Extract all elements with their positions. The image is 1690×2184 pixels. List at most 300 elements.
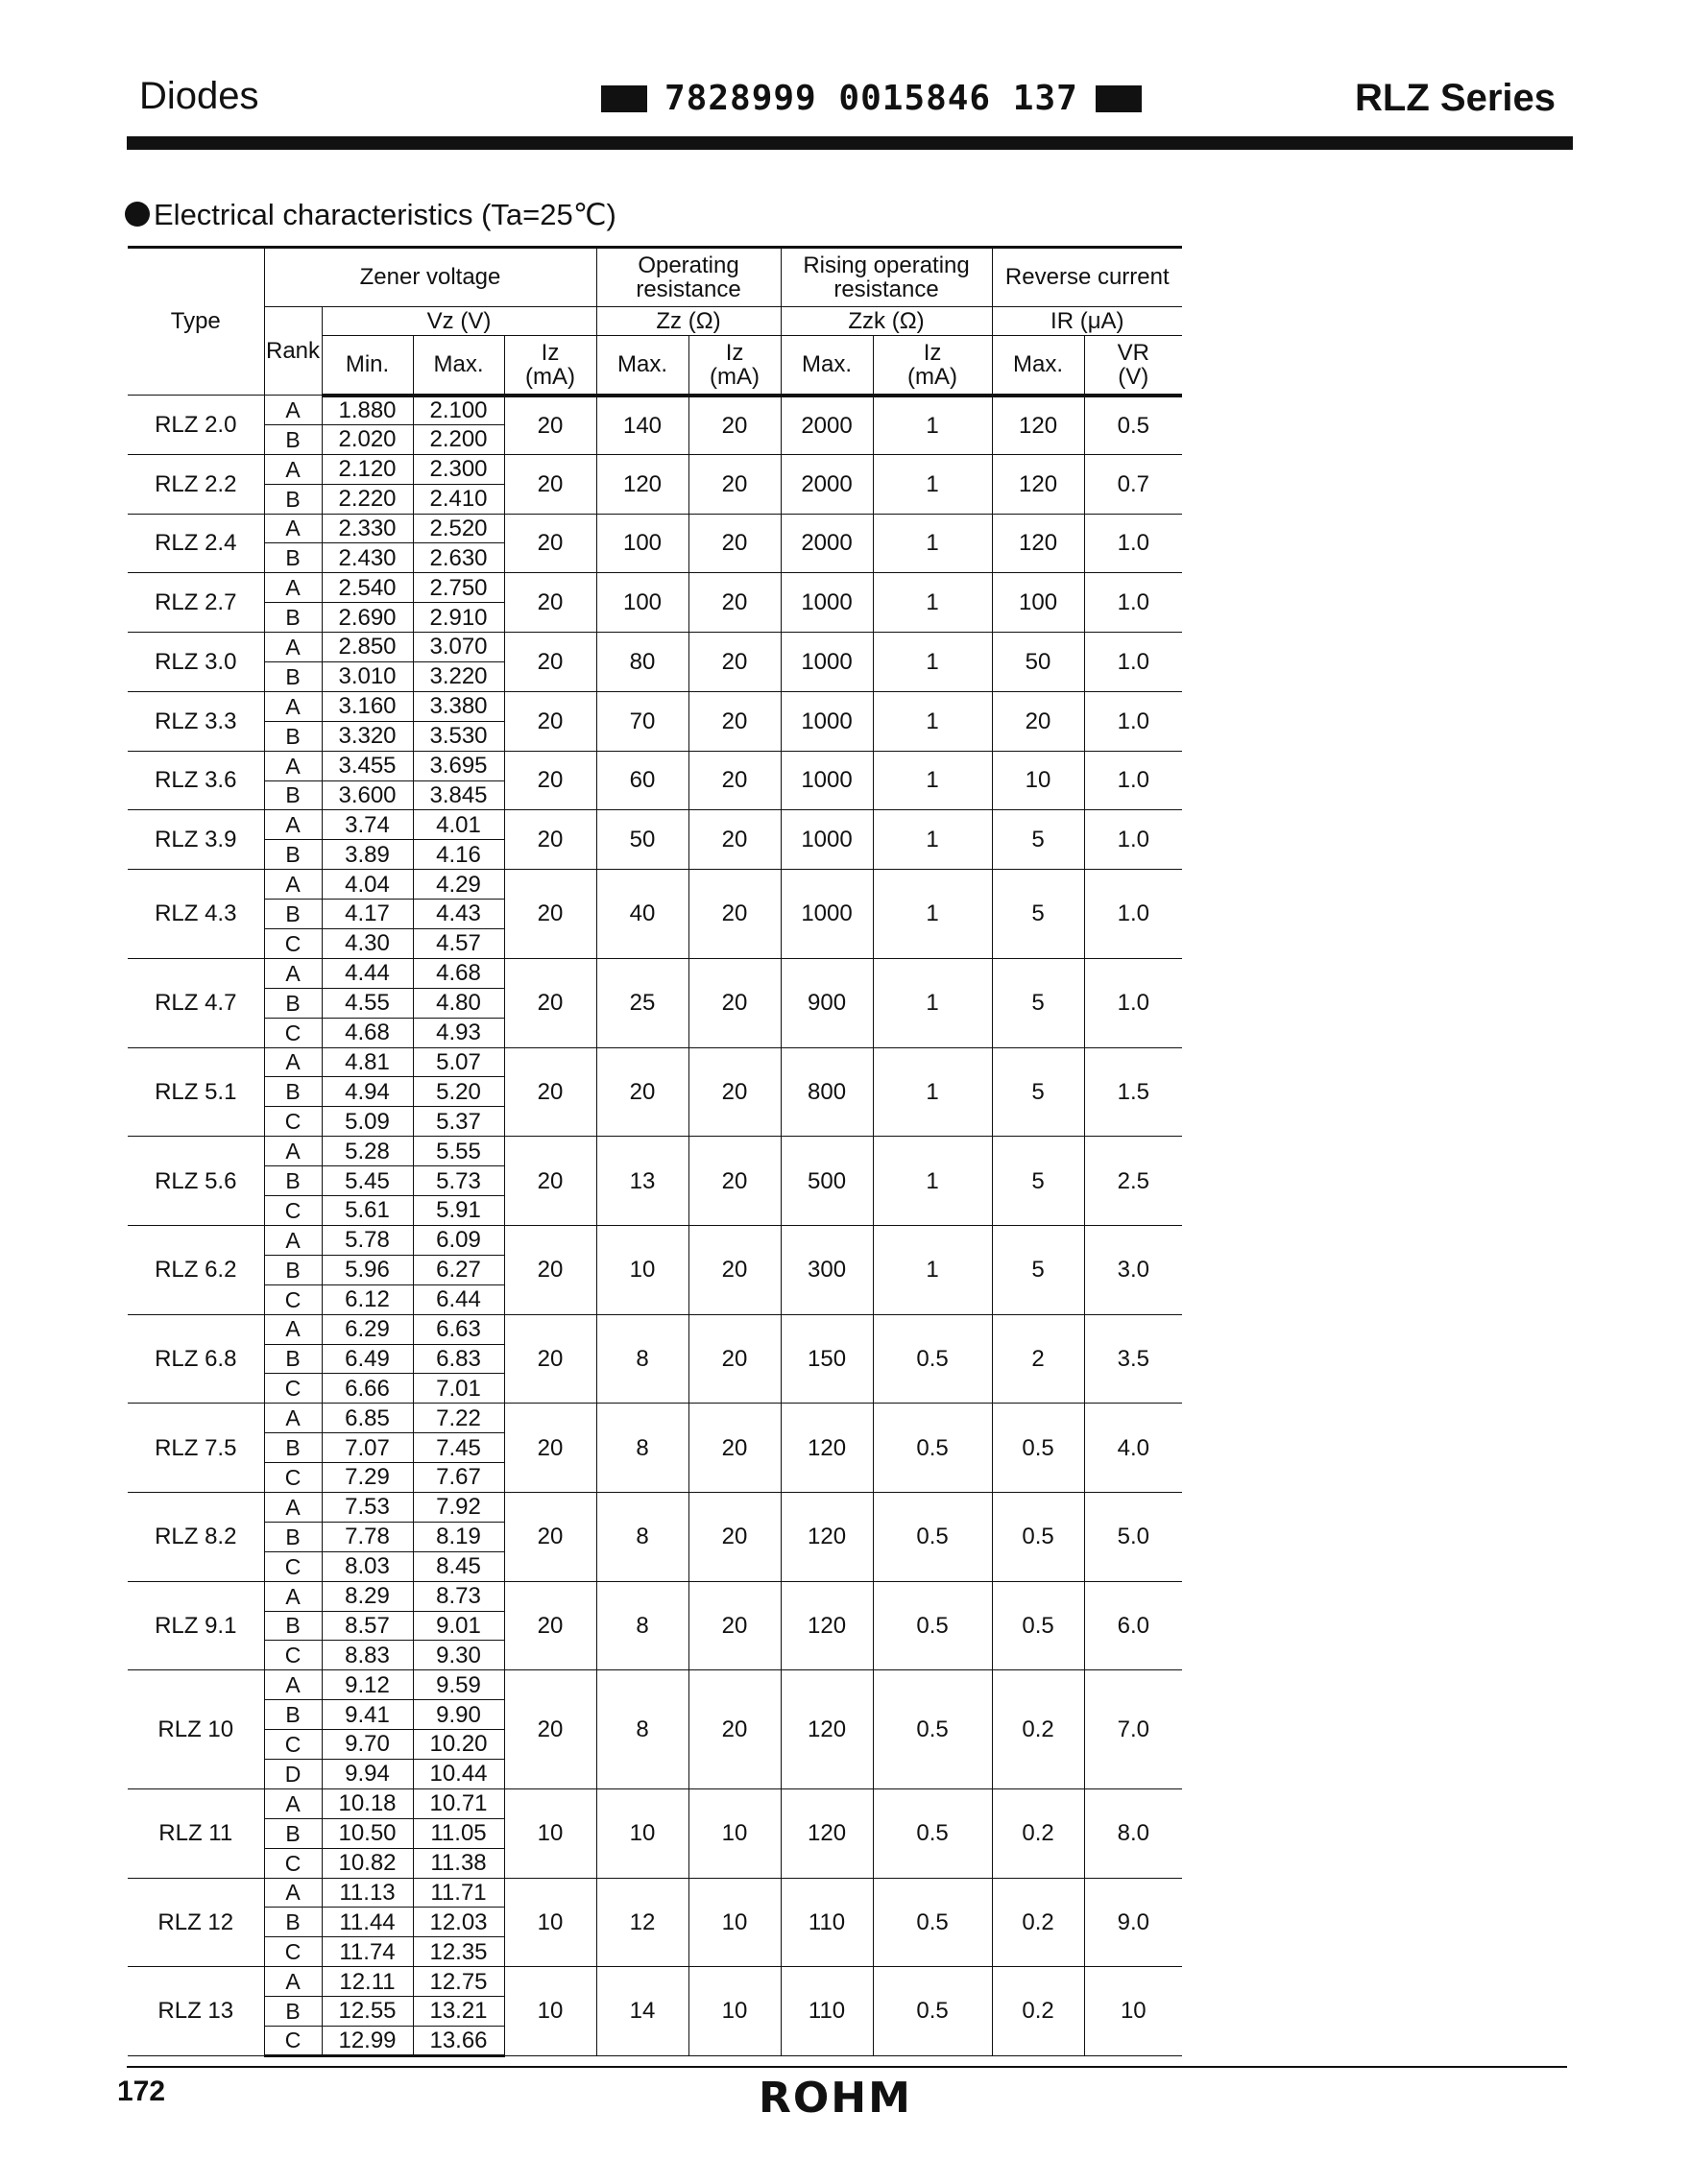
vz-min-cell: 3.74	[322, 810, 413, 840]
vz-min-cell: 2.430	[322, 543, 413, 573]
vz-min-cell: 4.68	[322, 1018, 413, 1047]
rank-cell: B	[264, 988, 322, 1018]
vz-min-cell: 6.49	[322, 1344, 413, 1374]
zzk-iz-cell: 1	[873, 1225, 992, 1314]
zz-iz-cell: 20	[688, 751, 781, 810]
zzk-max-cell: 2000	[781, 514, 873, 573]
vz-max-cell: 3.530	[413, 721, 504, 751]
header-zz-iz: Iz (mA)	[688, 336, 781, 396]
barcode-block-icon	[601, 85, 647, 112]
vz-max-cell: 9.59	[413, 1670, 504, 1700]
ir-max-cell: 0.5	[992, 1404, 1084, 1493]
vz-min-cell: 3.89	[322, 840, 413, 870]
rank-cell: B	[264, 543, 322, 573]
rank-cell: A	[264, 1492, 322, 1522]
ir-max-cell: 0.2	[992, 1878, 1084, 1967]
rank-cell: A	[264, 633, 322, 662]
table-row	[128, 1492, 1182, 1522]
vz-min-cell: 3.600	[322, 780, 413, 810]
zzk-iz-cell: 0.5	[873, 1314, 992, 1404]
vz-max-cell: 8.73	[413, 1581, 504, 1611]
vz-max-cell: 3.695	[413, 751, 504, 780]
rank-cell: A	[264, 1225, 322, 1255]
type-cell: RLZ 2.4	[128, 514, 264, 573]
ir-max-cell: 20	[992, 691, 1084, 751]
vz-max-cell: 2.520	[413, 514, 504, 543]
zzk-max-cell: 110	[781, 1878, 873, 1967]
vz-max-cell: 13.66	[413, 2026, 504, 2055]
zz-iz-cell: 20	[688, 514, 781, 573]
vz-max-cell: 4.29	[413, 870, 504, 900]
header-zz-max: Max.	[596, 336, 688, 396]
type-cell: RLZ 6.8	[128, 1314, 264, 1404]
vz-min-cell: 4.55	[322, 988, 413, 1018]
rank-cell: B	[264, 1700, 322, 1730]
rank-cell: B	[264, 1611, 322, 1641]
vz-min-cell: 9.41	[322, 1700, 413, 1730]
ir-max-cell: 5	[992, 1137, 1084, 1226]
zzk-iz-cell: 0.5	[873, 1581, 992, 1670]
zzk-max-cell: 1000	[781, 751, 873, 810]
vz-max-cell: 4.80	[413, 988, 504, 1018]
vz-max-cell: 7.67	[413, 1463, 504, 1493]
zzk-iz-cell: 0.5	[873, 1788, 992, 1878]
zzk-max-cell: 120	[781, 1670, 873, 1789]
ir-max-cell: 120	[992, 454, 1084, 514]
rank-cell: C	[264, 1107, 322, 1137]
iz-cell: 20	[504, 573, 596, 633]
zz-max-cell: 100	[596, 573, 688, 633]
rank-cell: B	[264, 484, 322, 514]
iz-cell: 20	[504, 633, 596, 692]
barcode-block-icon	[1096, 85, 1142, 112]
vr-cell: 6.0	[1084, 1581, 1182, 1670]
rank-cell: C	[264, 1848, 322, 1878]
type-cell: RLZ 2.7	[128, 573, 264, 633]
vz-min-cell: 1.880	[322, 396, 413, 425]
vz-max-cell: 10.44	[413, 1759, 504, 1788]
zz-max-cell: 10	[596, 1788, 688, 1878]
iz-cell: 20	[504, 1047, 596, 1137]
iz-cell: 20	[504, 870, 596, 959]
rank-cell: A	[264, 691, 322, 721]
vz-min-cell: 5.61	[322, 1196, 413, 1226]
rank-cell: B	[264, 662, 322, 692]
vr-cell: 5.0	[1084, 1492, 1182, 1581]
ir-max-cell: 5	[992, 810, 1084, 870]
rank-cell: B	[264, 780, 322, 810]
rank-cell: C	[264, 1551, 322, 1581]
vz-min-cell: 5.09	[322, 1107, 413, 1137]
type-cell: RLZ 5.6	[128, 1137, 264, 1226]
type-cell: RLZ 12	[128, 1878, 264, 1967]
zzk-max-cell: 120	[781, 1404, 873, 1493]
rank-cell: A	[264, 1581, 322, 1611]
vz-max-cell: 6.09	[413, 1225, 504, 1255]
rank-cell: C	[264, 1196, 322, 1226]
ir-max-cell: 50	[992, 633, 1084, 692]
bullet-icon	[125, 202, 150, 227]
zz-max-cell: 70	[596, 691, 688, 751]
vz-min-cell: 5.96	[322, 1255, 413, 1284]
vz-min-cell: 2.850	[322, 633, 413, 662]
vz-max-cell: 2.200	[413, 424, 504, 454]
vz-min-cell: 3.320	[322, 721, 413, 751]
zzk-max-cell: 120	[781, 1492, 873, 1581]
vz-min-cell: 6.85	[322, 1404, 413, 1433]
table-row	[128, 1047, 1182, 1077]
rank-cell: B	[264, 1433, 322, 1463]
type-cell: RLZ 8.2	[128, 1492, 264, 1581]
section-title	[125, 198, 616, 232]
iz-cell: 20	[504, 810, 596, 870]
vz-min-cell: 7.07	[322, 1433, 413, 1463]
vz-min-cell: 9.70	[322, 1730, 413, 1760]
vz-max-cell: 5.20	[413, 1077, 504, 1107]
vz-min-cell: 2.690	[322, 603, 413, 633]
section-title-text: Electrical characteristics (Ta=25℃)	[154, 198, 616, 231]
zz-iz-cell: 20	[688, 1047, 781, 1137]
type-cell: RLZ 9.1	[128, 1581, 264, 1670]
iz-cell: 20	[504, 691, 596, 751]
document-code: 7828999 0015846 137	[664, 79, 1078, 118]
zzk-iz-cell: 1	[873, 396, 992, 455]
vz-max-cell: 10.71	[413, 1788, 504, 1818]
vz-min-cell: 12.11	[322, 1967, 413, 1997]
vz-max-cell: 7.92	[413, 1492, 504, 1522]
vz-min-cell: 12.99	[322, 2026, 413, 2055]
vz-max-cell: 7.45	[413, 1433, 504, 1463]
ir-max-cell: 0.5	[992, 1492, 1084, 1581]
zz-iz-cell: 20	[688, 691, 781, 751]
zz-max-cell: 40	[596, 870, 688, 959]
vz-min-cell: 5.78	[322, 1225, 413, 1255]
footer-rule	[127, 2066, 1567, 2068]
zz-iz-cell: 10	[688, 1788, 781, 1878]
zzk-iz-cell: 1	[873, 810, 992, 870]
zz-iz-cell: 20	[688, 633, 781, 692]
vz-max-cell: 3.380	[413, 691, 504, 721]
table-row	[128, 633, 1182, 662]
vz-min-cell: 6.66	[322, 1374, 413, 1404]
zz-iz-cell: 20	[688, 573, 781, 633]
rank-cell: A	[264, 1788, 322, 1818]
type-cell: RLZ 4.3	[128, 870, 264, 959]
rank-cell: C	[264, 1641, 322, 1670]
table-row	[128, 1137, 1182, 1166]
zzk-iz-cell: 0.5	[873, 1404, 992, 1493]
type-cell: RLZ 7.5	[128, 1404, 264, 1493]
vz-min-cell: 7.78	[322, 1522, 413, 1551]
vz-max-cell: 2.910	[413, 603, 504, 633]
vz-max-cell: 4.01	[413, 810, 504, 840]
zzk-iz-cell: 1	[873, 870, 992, 959]
table-row	[128, 1788, 1182, 1818]
rank-cell: A	[264, 1047, 322, 1077]
header-ir-unit: IR (μA)	[992, 307, 1182, 336]
iz-cell: 20	[504, 1225, 596, 1314]
rank-cell: C	[264, 1374, 322, 1404]
vz-min-cell: 2.330	[322, 514, 413, 543]
ir-max-cell: 120	[992, 514, 1084, 573]
vz-max-cell: 12.03	[413, 1908, 504, 1937]
vr-cell: 1.0	[1084, 633, 1182, 692]
header-series: RLZ Series	[1355, 77, 1556, 119]
zzk-iz-cell: 0.5	[873, 1967, 992, 2056]
header-vz-min: Min.	[322, 336, 413, 396]
header-code	[601, 79, 1142, 118]
iz-cell: 20	[504, 1492, 596, 1581]
type-cell: RLZ 4.7	[128, 958, 264, 1047]
table-body	[128, 396, 1182, 2056]
type-cell: RLZ 6.2	[128, 1225, 264, 1314]
vz-max-cell: 8.19	[413, 1522, 504, 1551]
table-row	[128, 1314, 1182, 1344]
vr-cell: 1.0	[1084, 810, 1182, 870]
rank-cell: A	[264, 870, 322, 900]
header-vz-max: Max.	[413, 336, 504, 396]
vz-max-cell: 11.05	[413, 1818, 504, 1848]
zzk-max-cell: 150	[781, 1314, 873, 1404]
iz-cell: 20	[504, 1314, 596, 1404]
type-cell: RLZ 10	[128, 1670, 264, 1789]
rank-cell: A	[264, 514, 322, 543]
rank-cell: A	[264, 396, 322, 425]
vz-max-cell: 13.21	[413, 1997, 504, 2027]
rank-cell: A	[264, 751, 322, 780]
rank-cell: B	[264, 1166, 322, 1196]
rank-cell: A	[264, 1670, 322, 1700]
header-zzk-max: Max.	[781, 336, 873, 396]
zzk-max-cell: 1000	[781, 633, 873, 692]
vr-cell: 1.0	[1084, 751, 1182, 810]
rank-cell: B	[264, 900, 322, 929]
vr-cell: 1.0	[1084, 691, 1182, 751]
zzk-iz-cell: 1	[873, 751, 992, 810]
vr-cell: 3.5	[1084, 1314, 1182, 1404]
rank-cell: A	[264, 1967, 322, 1997]
vz-min-cell: 9.94	[322, 1759, 413, 1788]
zzk-max-cell: 1000	[781, 691, 873, 751]
vz-max-cell: 9.01	[413, 1611, 504, 1641]
ir-max-cell: 10	[992, 751, 1084, 810]
vz-min-cell: 7.53	[322, 1492, 413, 1522]
zzk-max-cell: 500	[781, 1137, 873, 1226]
vz-max-cell: 6.44	[413, 1284, 504, 1314]
zzk-iz-cell: 1	[873, 633, 992, 692]
zzk-iz-cell: 1	[873, 1137, 992, 1226]
header-type: Type	[128, 248, 264, 396]
rank-cell: B	[264, 1818, 322, 1848]
zzk-iz-cell: 0.5	[873, 1492, 992, 1581]
vz-max-cell: 2.630	[413, 543, 504, 573]
ir-max-cell: 5	[992, 1047, 1084, 1137]
rank-cell: B	[264, 1908, 322, 1937]
vz-max-cell: 4.57	[413, 929, 504, 959]
table-row	[128, 1878, 1182, 1908]
vr-cell: 2.5	[1084, 1137, 1182, 1226]
vz-max-cell: 2.300	[413, 454, 504, 484]
type-cell: RLZ 3.3	[128, 691, 264, 751]
rank-cell: C	[264, 1937, 322, 1967]
zz-iz-cell: 20	[688, 1670, 781, 1789]
ir-max-cell: 0.2	[992, 1967, 1084, 2056]
zzk-max-cell: 800	[781, 1047, 873, 1137]
header-vz-unit: Vz (V)	[322, 307, 596, 336]
table-row	[128, 396, 1182, 425]
table-row	[128, 958, 1182, 988]
vr-cell: 0.7	[1084, 454, 1182, 514]
table-row	[128, 514, 1182, 543]
header-operating-resistance: Operating resistance	[596, 248, 781, 307]
zz-iz-cell: 20	[688, 396, 781, 455]
table-row	[128, 1670, 1182, 1700]
vz-max-cell: 10.20	[413, 1730, 504, 1760]
type-cell: RLZ 13	[128, 1967, 264, 2056]
vz-max-cell: 11.38	[413, 1848, 504, 1878]
ir-max-cell: 5	[992, 870, 1084, 959]
vr-cell: 8.0	[1084, 1788, 1182, 1878]
vr-cell: 1.0	[1084, 514, 1182, 573]
zz-max-cell: 14	[596, 1967, 688, 2056]
vr-cell: 1.0	[1084, 573, 1182, 633]
zz-max-cell: 8	[596, 1492, 688, 1581]
header-zzk-unit: Zzk (Ω)	[781, 307, 992, 336]
rank-cell: C	[264, 1730, 322, 1760]
vz-min-cell: 11.74	[322, 1937, 413, 1967]
header-vr: VR (V)	[1084, 336, 1182, 396]
vz-min-cell: 2.020	[322, 424, 413, 454]
vz-min-cell: 8.29	[322, 1581, 413, 1611]
zzk-max-cell: 2000	[781, 396, 873, 455]
iz-cell: 20	[504, 751, 596, 810]
type-cell: RLZ 2.0	[128, 396, 264, 455]
header-rank: Rank	[264, 307, 322, 396]
zzk-iz-cell: 0.5	[873, 1670, 992, 1789]
zzk-iz-cell: 1	[873, 514, 992, 573]
vz-max-cell: 9.30	[413, 1641, 504, 1670]
zz-max-cell: 100	[596, 514, 688, 573]
table-row	[128, 1967, 1182, 1997]
zz-iz-cell: 10	[688, 1878, 781, 1967]
vz-min-cell: 2.220	[322, 484, 413, 514]
vr-cell: 7.0	[1084, 1670, 1182, 1789]
rank-cell: B	[264, 840, 322, 870]
vz-max-cell: 3.845	[413, 780, 504, 810]
header-vz-iz: Iz (mA)	[504, 336, 596, 396]
vz-max-cell: 4.68	[413, 958, 504, 988]
zzk-iz-cell: 1	[873, 958, 992, 1047]
rank-cell: A	[264, 1878, 322, 1908]
type-cell: RLZ 2.2	[128, 454, 264, 514]
zzk-max-cell: 900	[781, 958, 873, 1047]
ir-max-cell: 5	[992, 1225, 1084, 1314]
vz-min-cell: 11.44	[322, 1908, 413, 1937]
header-reverse-current: Reverse current	[992, 248, 1182, 307]
zz-max-cell: 8	[596, 1670, 688, 1789]
zz-iz-cell: 20	[688, 1137, 781, 1226]
vz-max-cell: 7.22	[413, 1404, 504, 1433]
rank-cell: A	[264, 810, 322, 840]
vz-min-cell: 8.83	[322, 1641, 413, 1670]
rank-cell: C	[264, 1463, 322, 1493]
vz-min-cell: 7.29	[322, 1463, 413, 1493]
ir-max-cell: 120	[992, 396, 1084, 455]
iz-cell: 20	[504, 958, 596, 1047]
vz-min-cell: 6.29	[322, 1314, 413, 1344]
vz-min-cell: 10.18	[322, 1788, 413, 1818]
vz-min-cell: 4.94	[322, 1077, 413, 1107]
type-cell: RLZ 3.0	[128, 633, 264, 692]
vr-cell: 10	[1084, 1967, 1182, 2056]
vz-min-cell: 8.03	[322, 1551, 413, 1581]
zzk-max-cell: 110	[781, 1967, 873, 2056]
vz-max-cell: 9.90	[413, 1700, 504, 1730]
vz-min-cell: 5.28	[322, 1137, 413, 1166]
iz-cell: 10	[504, 1788, 596, 1878]
rank-cell: C	[264, 929, 322, 959]
rank-cell: B	[264, 1522, 322, 1551]
ir-max-cell: 100	[992, 573, 1084, 633]
zz-max-cell: 20	[596, 1047, 688, 1137]
vz-max-cell: 5.07	[413, 1047, 504, 1077]
vr-cell: 1.0	[1084, 958, 1182, 1047]
rank-cell: A	[264, 1314, 322, 1344]
zz-max-cell: 8	[596, 1581, 688, 1670]
header-category: Diodes	[139, 75, 259, 117]
iz-cell: 20	[504, 1581, 596, 1670]
zz-iz-cell: 20	[688, 1581, 781, 1670]
vz-min-cell: 12.55	[322, 1997, 413, 2027]
zzk-max-cell: 120	[781, 1581, 873, 1670]
zzk-iz-cell: 1	[873, 454, 992, 514]
vz-min-cell: 11.13	[322, 1878, 413, 1908]
zz-max-cell: 8	[596, 1404, 688, 1493]
zz-iz-cell: 20	[688, 958, 781, 1047]
rank-cell: B	[264, 1255, 322, 1284]
header-ir-max: Max.	[992, 336, 1084, 396]
ir-max-cell: 0.5	[992, 1581, 1084, 1670]
header-zzk-iz: Iz (mA)	[873, 336, 992, 396]
vz-max-cell: 5.37	[413, 1107, 504, 1137]
vz-min-cell: 5.45	[322, 1166, 413, 1196]
table-row	[128, 454, 1182, 484]
page-number: 172	[117, 2076, 166, 2107]
table-row	[128, 1404, 1182, 1433]
iz-cell: 20	[504, 514, 596, 573]
rank-cell: C	[264, 1018, 322, 1047]
vz-min-cell: 3.010	[322, 662, 413, 692]
vz-max-cell: 11.71	[413, 1878, 504, 1908]
ir-max-cell: 0.2	[992, 1670, 1084, 1789]
zzk-max-cell: 1000	[781, 573, 873, 633]
zz-iz-cell: 20	[688, 454, 781, 514]
zzk-max-cell: 300	[781, 1225, 873, 1314]
zz-iz-cell: 10	[688, 1967, 781, 2056]
rank-cell: B	[264, 1077, 322, 1107]
vz-min-cell: 2.120	[322, 454, 413, 484]
rank-cell: D	[264, 1759, 322, 1788]
vz-min-cell: 10.50	[322, 1818, 413, 1848]
rank-cell: B	[264, 1997, 322, 2027]
type-cell: RLZ 3.9	[128, 810, 264, 870]
vz-max-cell: 6.27	[413, 1255, 504, 1284]
vz-max-cell: 2.100	[413, 396, 504, 425]
zz-max-cell: 12	[596, 1878, 688, 1967]
vz-min-cell: 9.12	[322, 1670, 413, 1700]
zzk-iz-cell: 1	[873, 573, 992, 633]
rank-cell: B	[264, 1344, 322, 1374]
